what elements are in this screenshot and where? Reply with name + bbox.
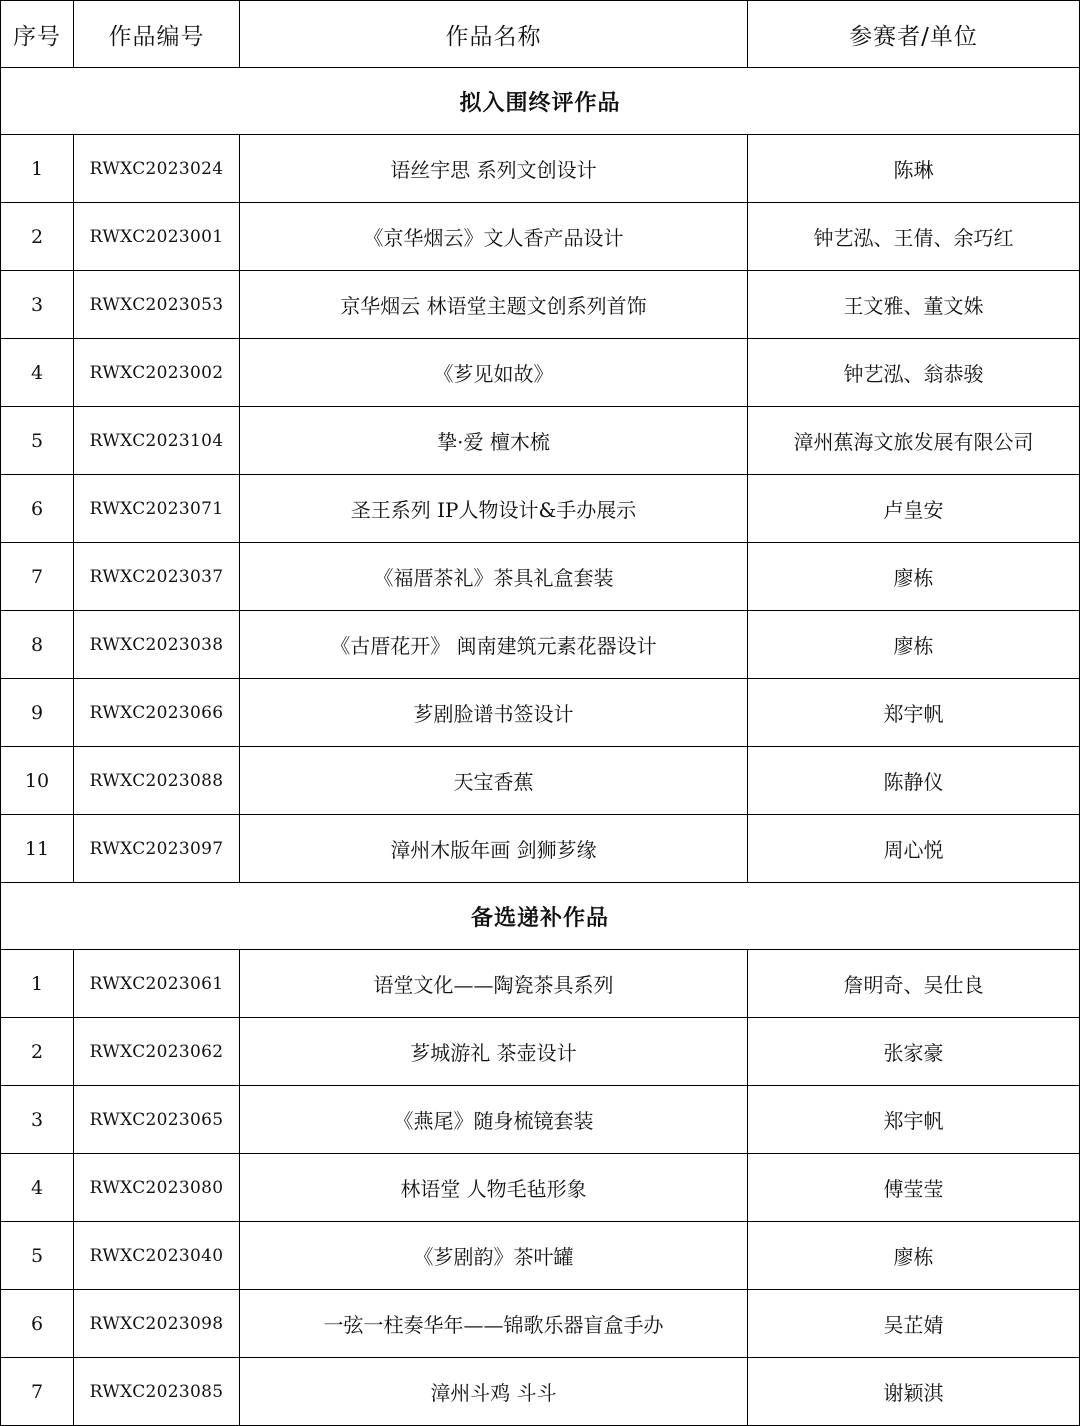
cell-title: 林语堂 人物毛毡形象 <box>240 1154 748 1222</box>
cell-code: RWXC2023080 <box>74 1154 240 1222</box>
table-row <box>1 679 1080 747</box>
cell-code: RWXC2023001 <box>74 203 240 271</box>
table-row <box>1 1358 1080 1426</box>
cell-index: 4 <box>1 1154 74 1222</box>
table-row <box>1 543 1080 611</box>
cell-code: RWXC2023088 <box>74 747 240 815</box>
cell-author: 詹明奇、吴仕良 <box>748 950 1080 1018</box>
cell-author: 陈琳 <box>748 135 1080 203</box>
cell-title: 天宝香蕉 <box>240 747 748 815</box>
cell-code: RWXC2023037 <box>74 543 240 611</box>
header-author: 参赛者/单位 <box>748 1 1080 68</box>
cell-code: RWXC2023104 <box>74 407 240 475</box>
cell-author: 廖栋 <box>748 543 1080 611</box>
header-index: 序号 <box>1 1 74 68</box>
header-code: 作品编号 <box>74 1 240 68</box>
cell-index: 4 <box>1 339 74 407</box>
cell-author: 郑宇帆 <box>748 679 1080 747</box>
table-body <box>1 1 1080 1426</box>
section-row <box>1 68 1080 135</box>
cell-index: 10 <box>1 747 74 815</box>
cell-code: RWXC2023053 <box>74 271 240 339</box>
cell-index: 5 <box>1 1222 74 1290</box>
cell-title: 语丝宇思 系列文创设计 <box>240 135 748 203</box>
cell-index: 6 <box>1 475 74 543</box>
cell-author: 张家豪 <box>748 1018 1080 1086</box>
cell-index: 6 <box>1 1290 74 1358</box>
cell-title: 芗城游礼 茶壶设计 <box>240 1018 748 1086</box>
table-row <box>1 1086 1080 1154</box>
cell-author: 王文雅、董文姝 <box>748 271 1080 339</box>
cell-author: 卢皇安 <box>748 475 1080 543</box>
cell-title: 圣王系列 IP人物设计&手办展示 <box>240 475 748 543</box>
cell-index: 8 <box>1 611 74 679</box>
cell-author: 吴芷婧 <box>748 1290 1080 1358</box>
cell-index: 11 <box>1 815 74 883</box>
cell-index: 9 <box>1 679 74 747</box>
table-row <box>1 1222 1080 1290</box>
cell-author: 郑宇帆 <box>748 1086 1080 1154</box>
cell-author: 钟艺泓、翁恭骏 <box>748 339 1080 407</box>
cell-title: 芗剧脸谱书签设计 <box>240 679 748 747</box>
cell-code: RWXC2023040 <box>74 1222 240 1290</box>
cell-author: 陈静仪 <box>748 747 1080 815</box>
cell-title: 《福厝茶礼》茶具礼盒套装 <box>240 543 748 611</box>
table-row <box>1 611 1080 679</box>
table-row <box>1 747 1080 815</box>
table-row <box>1 1290 1080 1358</box>
cell-code: RWXC2023071 <box>74 475 240 543</box>
cell-title: 《芗剧韵》茶叶罐 <box>240 1222 748 1290</box>
header-title: 作品名称 <box>240 1 748 68</box>
cell-index: 2 <box>1 1018 74 1086</box>
cell-title: 《燕尾》随身梳镜套装 <box>240 1086 748 1154</box>
cell-author: 傅莹莹 <box>748 1154 1080 1222</box>
cell-title: 漳州斗鸡 斗斗 <box>240 1358 748 1426</box>
cell-code: RWXC2023097 <box>74 815 240 883</box>
table-row <box>1 1154 1080 1222</box>
table-row <box>1 475 1080 543</box>
cell-author: 漳州蕉海文旅发展有限公司 <box>748 407 1080 475</box>
cell-code: RWXC2023024 <box>74 135 240 203</box>
cell-title: 语堂文化——陶瓷茶具系列 <box>240 950 748 1018</box>
section-title: 拟入围终评作品 <box>1 68 1080 135</box>
cell-index: 5 <box>1 407 74 475</box>
table-row <box>1 815 1080 883</box>
cell-code: RWXC2023065 <box>74 1086 240 1154</box>
cell-code: RWXC2023085 <box>74 1358 240 1426</box>
cell-code: RWXC2023061 <box>74 950 240 1018</box>
cell-code: RWXC2023066 <box>74 679 240 747</box>
table-row <box>1 950 1080 1018</box>
cell-index: 2 <box>1 203 74 271</box>
cell-index: 1 <box>1 950 74 1018</box>
table-row <box>1 135 1080 203</box>
cell-title: 《古厝花开》 闽南建筑元素花器设计 <box>240 611 748 679</box>
table-row <box>1 203 1080 271</box>
table-row <box>1 271 1080 339</box>
table-row <box>1 1018 1080 1086</box>
cell-code: RWXC2023062 <box>74 1018 240 1086</box>
cell-index: 3 <box>1 1086 74 1154</box>
cell-author: 廖栋 <box>748 611 1080 679</box>
cell-code: RWXC2023038 <box>74 611 240 679</box>
cell-author: 廖栋 <box>748 1222 1080 1290</box>
cell-title: 《京华烟云》文人香产品设计 <box>240 203 748 271</box>
cell-title: 挚·爱 檀木梳 <box>240 407 748 475</box>
cell-title: 《芗见如故》 <box>240 339 748 407</box>
section-row <box>1 883 1080 950</box>
cell-code: RWXC2023002 <box>74 339 240 407</box>
cell-index: 7 <box>1 1358 74 1426</box>
cell-index: 1 <box>1 135 74 203</box>
cell-title: 漳州木版年画 剑狮芗缘 <box>240 815 748 883</box>
cell-title: 一弦一柱奏华年——锦歌乐器盲盒手办 <box>240 1290 748 1358</box>
table-row <box>1 407 1080 475</box>
section-title: 备选递补作品 <box>1 883 1080 950</box>
cell-title: 京华烟云 林语堂主题文创系列首饰 <box>240 271 748 339</box>
cell-author: 钟艺泓、王倩、余巧红 <box>748 203 1080 271</box>
cell-code: RWXC2023098 <box>74 1290 240 1358</box>
header-row <box>1 1 1080 68</box>
cell-index: 7 <box>1 543 74 611</box>
cell-index: 3 <box>1 271 74 339</box>
table-row <box>1 339 1080 407</box>
cell-author: 周心悦 <box>748 815 1080 883</box>
cell-author: 谢颖淇 <box>748 1358 1080 1426</box>
